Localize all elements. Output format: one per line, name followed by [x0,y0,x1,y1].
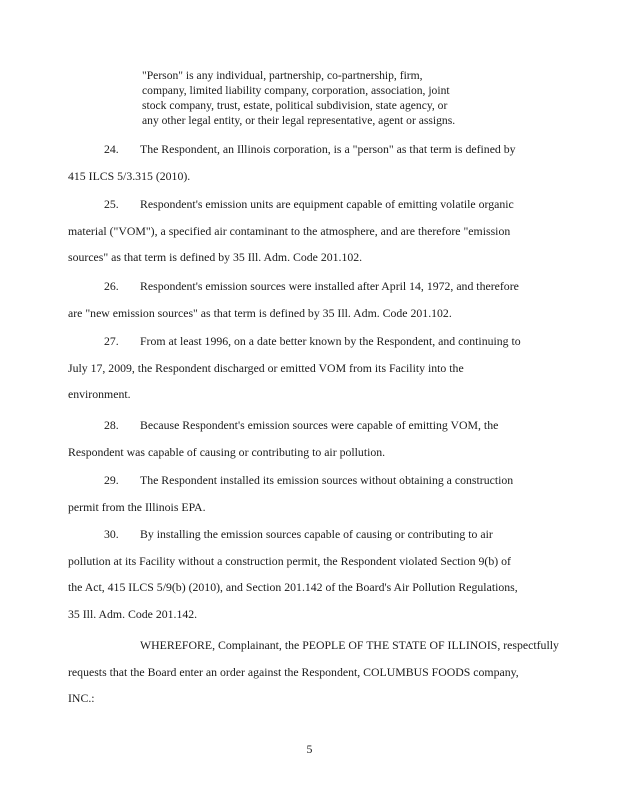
paragraph-number: 27. [104,334,119,348]
paragraph-line: permit from the Illinois EPA. [68,499,206,514]
wherefore-line: requests that the Board enter an order against the Respondent, COLUMBUS FOODS company, [68,664,519,679]
paragraph-line: July 17, 2009, the Respondent discharged or emitted VOM from its Facility into the [68,360,464,375]
paragraph-line: Because Respondent's emission sources were capable of emitting VOM, the [140,418,499,432]
paragraph-number: 30. [104,527,119,541]
quote-line: any other legal entity, or their legal representative, agent or assigns. [142,114,456,127]
paragraph-line: 35 Ill. Adm. Code 201.142. [68,606,198,621]
paragraph-line: The Respondent, an Illinois corporation, is a "person" as that term is defined by [140,142,516,156]
paragraph-line: environment. [68,387,131,401]
paragraph-line: 415 ILCS 5/3.315 (2010). [68,168,191,183]
paragraph-29 [68,467,538,520]
paragraph-number: 25. [104,197,119,211]
quote-line: stock company, trust, estate, political subdivision, state agency, or [142,99,448,112]
paragraph-27 [68,328,538,408]
paragraph-number: 29. [104,473,119,487]
paragraph-line: The Respondent installed its emission sources without obtaining a construction [140,473,514,487]
paragraph-number: 26. [104,279,119,293]
wherefore-line: WHEREFORE, Complainant, the PEOPLE OF THE STATE OF ILLINOIS, respectfully [140,638,559,652]
wherefore-line: INC.: [68,691,95,705]
paragraph-25 [68,191,538,271]
paragraph-line: By installing the emission sources capable of causing or contributing to air [140,527,493,541]
paragraph-number: 28. [104,418,119,432]
paragraph-line: From at least 1996, on a date better known by the Respondent, and continuing to [140,334,521,348]
paragraph-line: the Act, 415 ILCS 5/9(b) (2010), and Section 201.142 of the Board's Air Pollution Regulations, [68,580,518,594]
paragraph-24 [68,136,538,189]
quote-line: company, limited liability company, corporation, association, joint [142,84,450,97]
paragraph-30 [68,521,538,627]
paragraph-26 [68,273,538,326]
paragraph-line: Respondent was capable of causing or contributing to air pollution. [68,444,386,459]
quote-line: "Person" is any individual, partnership, co-partnership, firm, [142,69,423,82]
page-number: 5 [306,742,313,756]
paragraph-number: 24. [104,142,119,156]
paragraph-28 [68,412,538,465]
paragraph-line: Respondent's emission sources were installed after April 14, 1972, and therefore [140,279,519,293]
paragraph-line: Respondent's emission units are equipment capable of emitting volatile organic [140,197,514,211]
paragraph-line: sources" as that term is defined by 35 Ill. Adm. Code 201.102. [68,250,363,264]
paragraph-line: material ("VOM"), a specified air contaminant to the atmosphere, and are therefore "emission [68,223,511,238]
paragraph-line: pollution at its Facility without a construction permit, the Respondent violated Section 9(b) of [68,553,511,568]
paragraph-line: are "new emission sources" as that term is defined by 35 Ill. Adm. Code 201.102. [68,305,452,320]
wherefore-clause [68,632,559,712]
definition-blockquote [142,68,502,128]
